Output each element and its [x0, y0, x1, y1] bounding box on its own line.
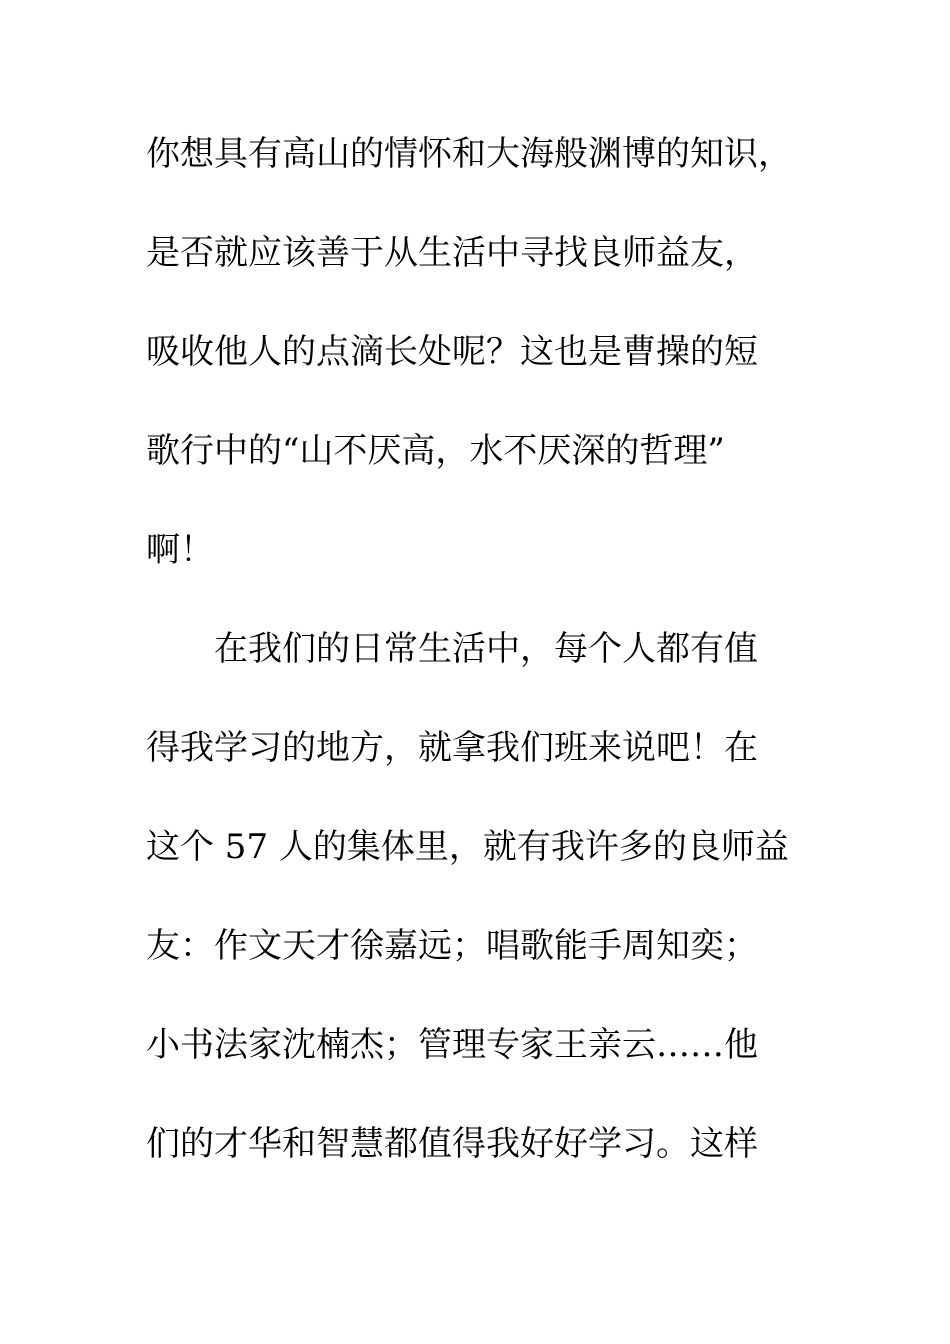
document-body [146, 120, 806, 1209]
text-line-5: 啊！ [146, 530, 214, 570]
text-line-4: 歌行中的“山不厌高，水不厌深的哲理” [146, 431, 725, 471]
text-line-8: 这个 57 人的集体里，就有我许多的良师益 [146, 827, 789, 867]
text-line-6-paragraph-start: 在我们的日常生活中，每个人都有值 [214, 629, 758, 669]
text-line-9: 友：作文天才徐嘉远；唱歌能手周知奕； [146, 926, 758, 966]
text-line-7: 得我学习的地方，就拿我们班来说吧！在 [146, 728, 758, 768]
text-line-2: 是否就应该善于从生活中寻找良师益友， [146, 233, 758, 273]
text-line-1: 你想具有高山的情怀和大海般渊博的知识， [146, 134, 792, 174]
text-line-3: 吸收他人的点滴长处呢？这也是曹操的短 [146, 332, 758, 372]
text-line-10: 小书法家沈楠杰；管理专家王亲云……他 [146, 1025, 758, 1065]
text-line-11: 们的才华和智慧都值得我好好学习。这样 [146, 1124, 758, 1164]
